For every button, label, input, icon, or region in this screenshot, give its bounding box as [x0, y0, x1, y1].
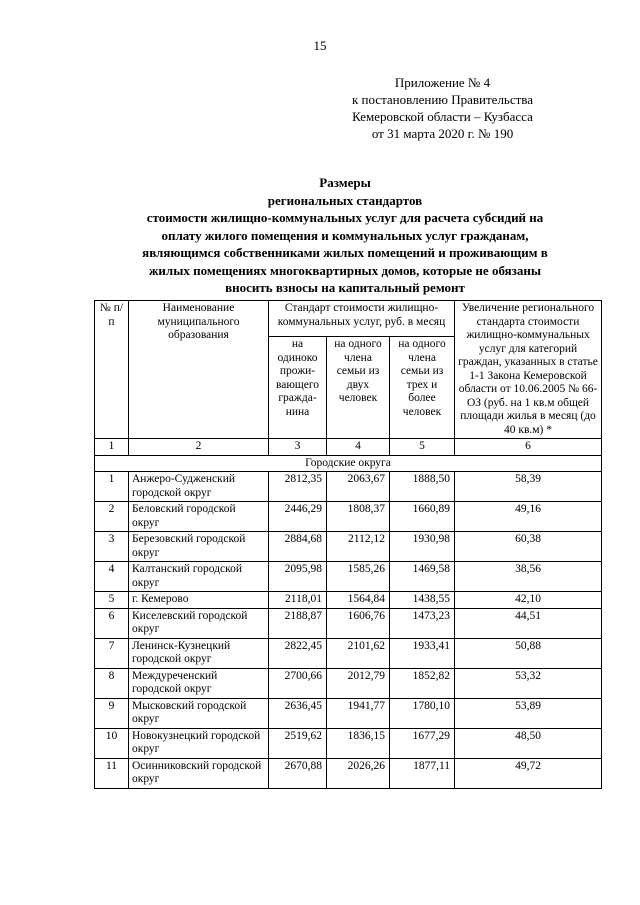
value-three: 1888,50 [390, 472, 455, 502]
value-two: 1808,37 [327, 502, 390, 532]
value-three: 1677,29 [390, 728, 455, 758]
value-single: 2700,66 [269, 668, 327, 698]
col-number: 3 [269, 439, 327, 456]
value-three: 1852,82 [390, 668, 455, 698]
municipality-name: Киселевский городской округ [129, 608, 269, 638]
header-num: № п/п [95, 301, 129, 439]
title-line: жилых помещениях многоквартирных домов, которые не обязаны [148, 262, 542, 278]
row-number: 7 [95, 638, 129, 668]
value-increase: 60,38 [455, 532, 602, 562]
section-title: Городские округа [95, 455, 602, 472]
value-three: 1660,89 [390, 502, 455, 532]
value-three: 1438,55 [390, 592, 455, 609]
value-three: 1473,23 [390, 608, 455, 638]
value-increase: 49,72 [455, 758, 602, 788]
title-line: являющимся собственниками жилых помещений и проживающим в [142, 245, 548, 260]
value-three: 1469,58 [390, 562, 455, 592]
header-three: на одного члена семьи из трех и более человек [390, 337, 455, 439]
row-number: 1 [95, 472, 129, 502]
title-line: стоимости жилищно-коммунальных услуг для расчета субсидий на [146, 210, 544, 225]
value-two: 1941,77 [327, 698, 390, 728]
value-three: 1930,98 [390, 532, 455, 562]
table-row [95, 728, 602, 758]
section-row [95, 455, 602, 472]
value-increase: 44,51 [455, 608, 602, 638]
value-single: 2636,45 [269, 698, 327, 728]
municipality-name: Калтанский городской округ [129, 562, 269, 592]
page-number: 15 [313, 38, 327, 53]
table-row [95, 502, 602, 532]
table-row [95, 562, 602, 592]
header-standard: Стандарт стоимости жилищно-коммунальных услуг, руб. в месяц [269, 301, 455, 337]
col-number: 5 [390, 439, 455, 456]
table-row [95, 472, 602, 502]
table-row [95, 592, 602, 609]
col-number: 6 [455, 439, 602, 456]
col-number: 2 [129, 439, 269, 456]
value-increase: 50,88 [455, 638, 602, 668]
appendix-line: от 31 марта 2020 г. № 190 [371, 126, 514, 141]
municipality-name: Анжеро-Судженский городской округ [129, 472, 269, 502]
header-name: Наименование муниципального образования [129, 301, 269, 439]
value-two: 2026,26 [327, 758, 390, 788]
title-line: оплату жилого помещения и коммунальных услуг гражданам, [161, 227, 529, 243]
table-row [95, 698, 602, 728]
table-row [95, 668, 602, 698]
col-number: 1 [95, 439, 129, 456]
value-two: 2112,12 [327, 532, 390, 562]
table-row [95, 758, 602, 788]
value-two: 1564,84 [327, 592, 390, 609]
row-number: 9 [95, 698, 129, 728]
value-two: 1836,15 [327, 728, 390, 758]
value-single: 2822,45 [269, 638, 327, 668]
value-two: 2012,79 [327, 668, 390, 698]
appendix-line: Кемеровской области – Кузбасса [352, 109, 533, 124]
table-header-row [95, 301, 602, 337]
value-two: 1585,26 [327, 562, 390, 592]
value-single: 2095,98 [269, 562, 327, 592]
value-single: 2812,35 [269, 472, 327, 502]
value-three: 1933,41 [390, 638, 455, 668]
value-increase: 42,10 [455, 592, 602, 609]
value-single: 2519,62 [269, 728, 327, 758]
municipality-name: Беловский городской округ [129, 502, 269, 532]
col-number: 4 [327, 439, 390, 456]
municipality-name: Ленинск-Кузнецкий городской округ [129, 638, 269, 668]
value-single: 2670,88 [269, 758, 327, 788]
row-number: 4 [95, 562, 129, 592]
table-row [95, 638, 602, 668]
title-line: Размеры [319, 175, 371, 190]
appendix-line: к постановлению Правительства [351, 92, 534, 107]
municipality-name: г. Кемерово [129, 592, 269, 609]
value-three: 1780,10 [390, 698, 455, 728]
table-row [95, 608, 602, 638]
value-single: 2188,87 [269, 608, 327, 638]
value-two: 2063,67 [327, 472, 390, 502]
header-increase: Увеличение регионального стандарта стоимости жилищно-коммунальных услуг для категорий граждан, указанных в статье 1-1 Закона Кемеровской области от 10.06.2005 № 66-ОЗ (руб. на 1 кв.м общей площади жилья в месяц (до 40 кв.м) * [455, 301, 602, 439]
column-number-row [95, 439, 602, 456]
value-single: 2884,68 [269, 532, 327, 562]
value-two: 1606,76 [327, 608, 390, 638]
document-title [100, 174, 590, 297]
value-two: 2101,62 [327, 638, 390, 668]
header-single: на одиноко прожи-вающего гражда-нина [269, 337, 327, 439]
value-increase: 53,32 [455, 668, 602, 698]
standards-table [94, 300, 602, 789]
header-two: на одного члена семьи из двух человек [327, 337, 390, 439]
row-number: 11 [95, 758, 129, 788]
row-number: 5 [95, 592, 129, 609]
row-number: 3 [95, 532, 129, 562]
value-three: 1877,11 [390, 758, 455, 788]
row-number: 6 [95, 608, 129, 638]
appendix-line: Приложение № 4 [394, 75, 491, 90]
value-increase: 48,50 [455, 728, 602, 758]
municipality-name: Новокузнецкий городской округ [129, 728, 269, 758]
value-single: 2446,29 [269, 502, 327, 532]
appendix-block [330, 74, 555, 142]
municipality-name: Мысковский городской округ [129, 698, 269, 728]
value-increase: 53,89 [455, 698, 602, 728]
value-increase: 38,56 [455, 562, 602, 592]
value-increase: 49,16 [455, 502, 602, 532]
value-increase: 58,39 [455, 472, 602, 502]
municipality-name: Междуреченский городской округ [129, 668, 269, 698]
row-number: 8 [95, 668, 129, 698]
municipality-name: Осинниковский городской округ [129, 758, 269, 788]
table-row [95, 532, 602, 562]
title-line: вносить взносы на капитальный ремонт [225, 280, 465, 295]
value-single: 2118,01 [269, 592, 327, 609]
title-line: региональных стандартов [267, 192, 423, 208]
municipality-name: Березовский городской округ [129, 532, 269, 562]
row-number: 2 [95, 502, 129, 532]
row-number: 10 [95, 728, 129, 758]
